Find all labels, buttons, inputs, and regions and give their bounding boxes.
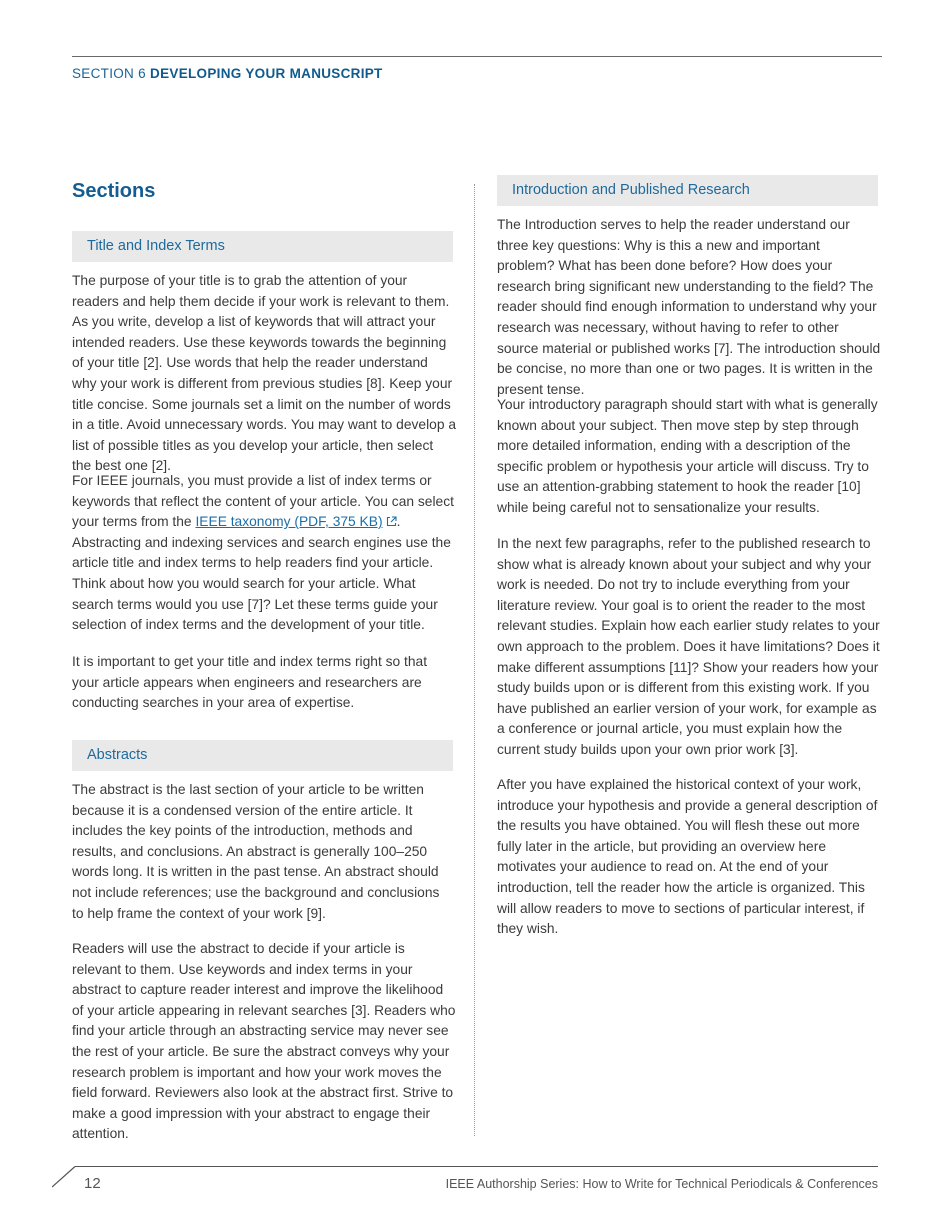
paragraph-hypothesis: After you have explained the historical context of your work, introduce your hypothesis and provide a general description of the results you have obtained. You will flesh these out more fully later in the article, but providing an overview here motivates your audience to read on. At the end of your introduction, tell the reader how the article is organized. This will allow readers to move to sections of particular interest, if they wish. (497, 777, 878, 937)
section-title: DEVELOPING YOUR MANUSCRIPT (150, 66, 383, 81)
paragraph-index-terms-text-b: . Abstracting and indexing services and search engines use the article title and index terms to help readers find your article. Think about how you would search for your article. What search terms would you use [7]? Let these terms guide your selection of index terms and the development of your title. (72, 514, 451, 633)
subhead-abstracts: Abstracts (72, 740, 453, 771)
paragraph-abstract-readers: Readers will use the abstract to decide if your article is relevant to them. Use keywords and index terms in your abstract to capture reader interest and improve the likelihood of your article appearing in relevant searches [3]. Readers who find your article through an abstracting service may never see the rest of your article. Be sure the abstract conveys why your research problem is important and how your work moves the field forward. Reviewers also look at the abstract first. Strive to make a good impression with your abstract to engage their attention. (72, 941, 456, 1142)
paragraph-index-terms (72, 471, 456, 636)
paragraph-title-importance: It is important to get your title and index terms right so that your article appears when engineers and researchers are conducting searches in your area of expertise. (72, 654, 428, 711)
subhead-title-index-terms: Title and Index Terms (72, 231, 453, 262)
running-header (72, 66, 383, 81)
paragraph-intro-purpose: The Introduction serves to help the reader understand our three key questions: Why is this a new and important problem? What has been done before? How does your research bring significant new understanding to the field? The reader should find enough information to understand why your research was necessary, without having to refer to other source material or published works [7]. The introduction should be concise, no more than one or two pages. It is written in the present tense. (497, 217, 881, 397)
page-title: Sections (72, 180, 156, 202)
footer-series-title: IEEE Authorship Series: How to Write for Technical Periodicals & Conferences (445, 1177, 878, 1191)
paragraph-abstract-definition: The abstract is the last section of your article to be written because it is a condensed version of the entire article. It includes the key points of the introduction, methods and results, and conclusions. An abstract is generally 100–250 words long. It is written in the past tense. An abstract should not include references; use the background and conclusions to help frame the context of your work [9]. (72, 782, 440, 921)
footer-corner-mark (52, 1166, 76, 1188)
ieee-taxonomy-link-label: IEEE taxonomy (PDF, 375 KB) (195, 514, 383, 530)
page-number: 12 (84, 1175, 101, 1192)
section-label: SECTION 6 (72, 66, 146, 81)
header-rule (72, 56, 882, 57)
paragraph-intro-opening: Your introductory paragraph should start with what is generally known about your subject. Then move step by step through more detailed information, ending with a description of the specific problem or hypothesis your article will discuss. Try to use an attention-grabbing statement to hook the reader [10] while being careful not to sensationalize your results. (497, 397, 878, 515)
subhead-introduction: Introduction and Published Research (497, 175, 878, 206)
external-link-icon (386, 516, 397, 527)
paragraph-published-research: In the next few paragraphs, refer to the published research to show what is already known about your subject and why your work is needed. Do not try to include everything from your literature review. Your goal is to orient the reader to the most relevant studies. Explain how each earlier study relates to your own approach to the problem. Does it have limitations? Does it make different assumptions [11]? Show your readers how your study builds upon or is different from this existing work. If you have published an earlier version of your work, for example as a conference or journal article, you must explain how the current study builds upon your own prior work [3]. (497, 536, 880, 757)
paragraph-index-terms-text-a: For IEEE journals, you must provide a list of index terms or keywords that reflect the content of your article. You can select your terms from the (72, 473, 454, 530)
paragraph-title-purpose: The purpose of your title is to grab the attention of your readers and help them decide if your work is relevant to them. As you write, develop a list of keywords that will attract your intended readers. Use these keywords towards the beginning of your title [2]. Use words that help the reader understand why your work is different from previous studies [8]. Keep your title concise. Some journals set a limit on the number of words in a title. Avoid unnecessary words. You may want to develop a list of possible titles as you develop your article, then select the best one [2]. (72, 273, 456, 474)
ieee-taxonomy-link[interactable] (195, 514, 396, 529)
column-divider (474, 184, 475, 1136)
footer-rule (75, 1166, 878, 1167)
